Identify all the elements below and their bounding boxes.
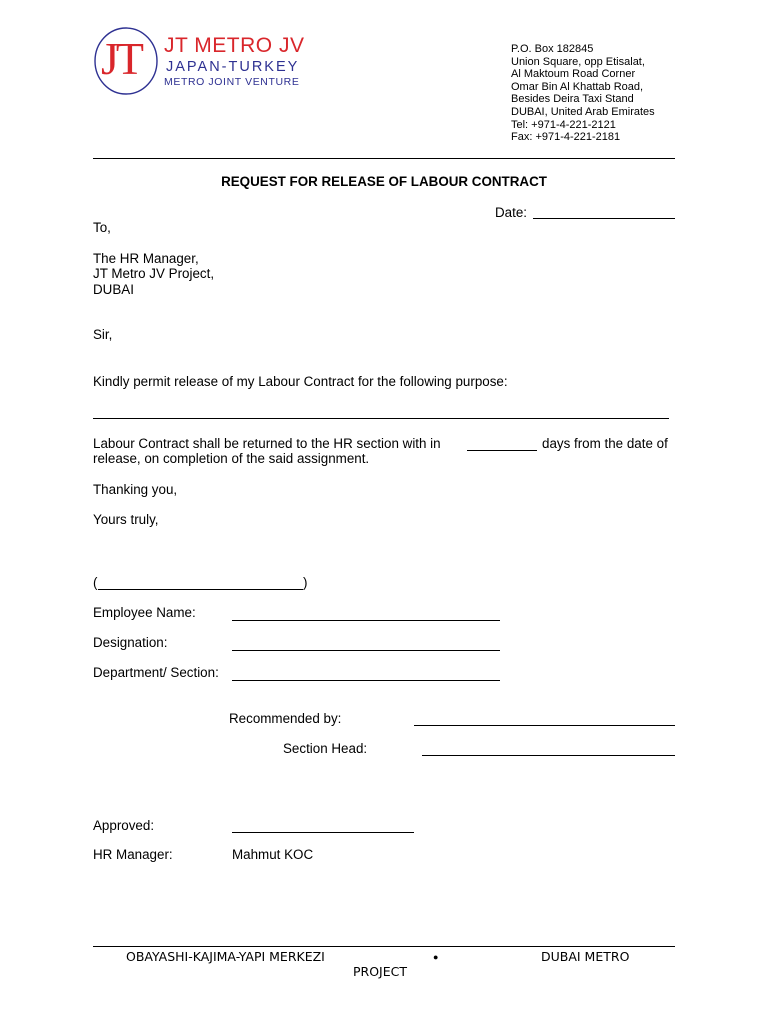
return-text-part1: Labour Contract shall be returned to the HR section with in <box>93 436 441 451</box>
company-address <box>511 43 655 144</box>
closing: Yours truly, <box>93 512 159 527</box>
address-line: Tel: +971-4-221-2121 <box>511 118 616 131</box>
purpose-blank <box>93 418 669 419</box>
signature-close-paren: ) <box>303 575 308 590</box>
recipient-line: DUBAI <box>93 282 134 297</box>
address-line: Al Maktoum Road Corner <box>511 68 636 81</box>
to-line: To, <box>93 220 111 235</box>
salutation: Sir, <box>93 327 113 342</box>
recipient-line: The HR Manager, <box>93 251 199 266</box>
hr-manager-label: HR Manager: <box>93 847 173 862</box>
date-blank <box>533 218 675 219</box>
department-blank <box>232 680 500 681</box>
logo-subtitle: JAPAN-TURKEY <box>166 59 300 75</box>
designation-blank <box>232 650 500 651</box>
approved-blank <box>232 832 414 833</box>
recommended-by-blank <box>414 725 675 726</box>
address-line: Omar Bin Al Khattab Road, <box>511 80 644 93</box>
section-head-label: Section Head: <box>283 741 368 756</box>
address-line: Union Square, opp Etisalat, <box>511 55 645 68</box>
date-label: Date: <box>495 205 528 220</box>
address-line: DUBAI, United Arab Emirates <box>511 105 655 118</box>
return-text-part2: days from the date of <box>542 436 668 451</box>
company-logo <box>92 24 322 96</box>
employee-name-label: Employee Name: <box>93 605 196 620</box>
recommended-by-label: Recommended by: <box>229 711 342 726</box>
signature-open-paren: ( <box>93 575 98 590</box>
logo-name: JT METRO JV <box>164 34 305 57</box>
header-divider <box>93 158 675 159</box>
days-blank <box>467 450 537 451</box>
footer-divider <box>93 946 675 947</box>
signature-blank <box>98 589 303 590</box>
employee-name-blank <box>232 620 500 621</box>
hr-manager-name: Mahmut KOC <box>232 847 314 862</box>
address-line: Besides Deira Taxi Stand <box>511 93 634 106</box>
footer-right: DUBAI METRO <box>541 949 630 964</box>
recipient-line: JT Metro JV Project, <box>93 266 215 281</box>
footer-bullet: ● <box>433 952 439 962</box>
address-line: Fax: +971-4-221-2181 <box>511 131 621 144</box>
footer-line2: PROJECT <box>353 964 408 979</box>
approved-label: Approved: <box>93 818 155 833</box>
department-label: Department/ Section: <box>93 665 219 680</box>
document-title: REQUEST FOR RELEASE OF LABOUR CONTRACT <box>221 174 547 189</box>
request-text: Kindly permit release of my Labour Contract for the following purpose: <box>93 374 508 389</box>
address-line: P.O. Box 182845 <box>511 43 594 55</box>
footer-left: OBAYASHI-KAJIMA-YAPI MERKEZI <box>126 949 325 964</box>
logo-tagline: METRO JOINT VENTURE <box>164 76 300 88</box>
thanks: Thanking you, <box>93 482 178 497</box>
section-head-blank <box>422 755 675 756</box>
designation-label: Designation: <box>93 635 168 650</box>
logo-monogram: JT <box>101 33 141 84</box>
return-text-line2: release, on completion of the said assignment. <box>93 451 370 466</box>
